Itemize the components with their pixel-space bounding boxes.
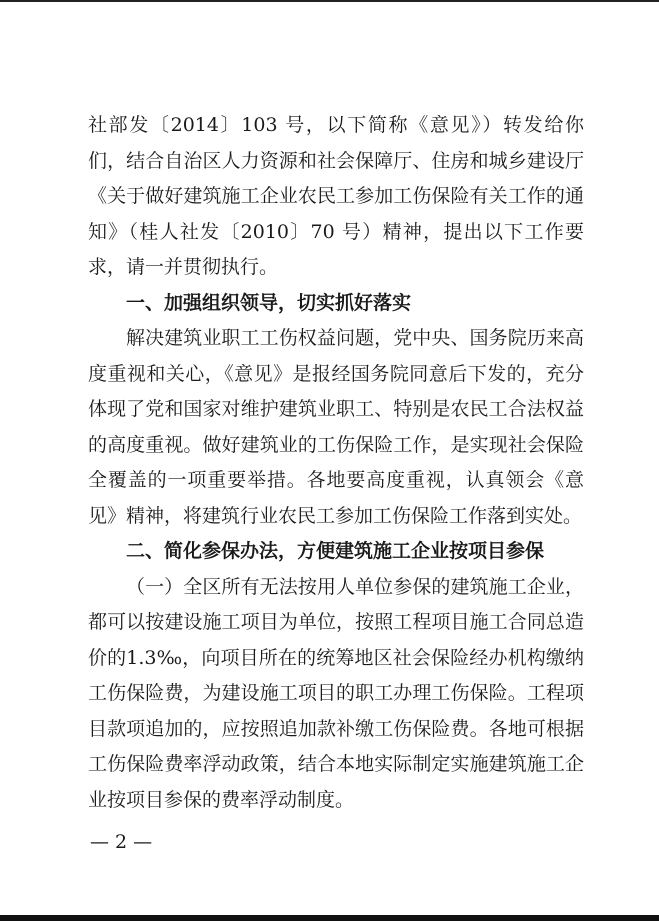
- paragraph-section-1: 解决建筑业职工工伤权益问题，党中央、国务院历来高度重视和关心，《意见》是报经国务院同意后下发的，充分体现了党和国家对维护建筑业职工、特别是农民工合法权益的高度重视。做好建筑业的工伤保险工作，是实现社会保险全覆盖的一项重要举措。各地要高度重视，认真领会《意见》精神，将建筑行业农民工参加工伤保险工作落到实处。: [88, 327, 584, 527]
- paragraph-intro: 社部发〔2014〕103 号，以下简称《意见》）转发给你们，结合自治区人力资源和社会保障厅、住房和城乡建设厅《关于做好建筑施工企业农民工参加工伤保险有关工作的通知》（桂人社发〔2010〕70 号）精神，提出以下工作要求，请一并贯彻执行。: [88, 114, 584, 278]
- page-number: — 2 —: [90, 831, 153, 853]
- document-body: [88, 108, 584, 818]
- section-heading-2: 二、简化参保办法，方便建筑施工企业按项目参保: [126, 540, 545, 562]
- section-heading-1: 一、加强组织领导，切实抓好落实: [126, 291, 412, 314]
- top-border-line: [0, 0, 659, 2]
- paragraph-section-2-item-1: （一）全区所有无法按用人单位参保的建筑施工企业，都可以按建设施工项目为单位，按照工程项目施工合同总造价的1.3‰，向项目所在的统筹地区社会保险经办机构缴纳工伤保险费，为建设施工项目的职工办理工伤保险。工程项目款项追加的，应按照追加款补缴工伤保险费。各地可根据工伤保险费率浮动政策，结合本地实际制定实施建筑施工企业按项目参保的费率浮动制度。: [88, 575, 584, 811]
- bottom-border-bar: [0, 915, 659, 921]
